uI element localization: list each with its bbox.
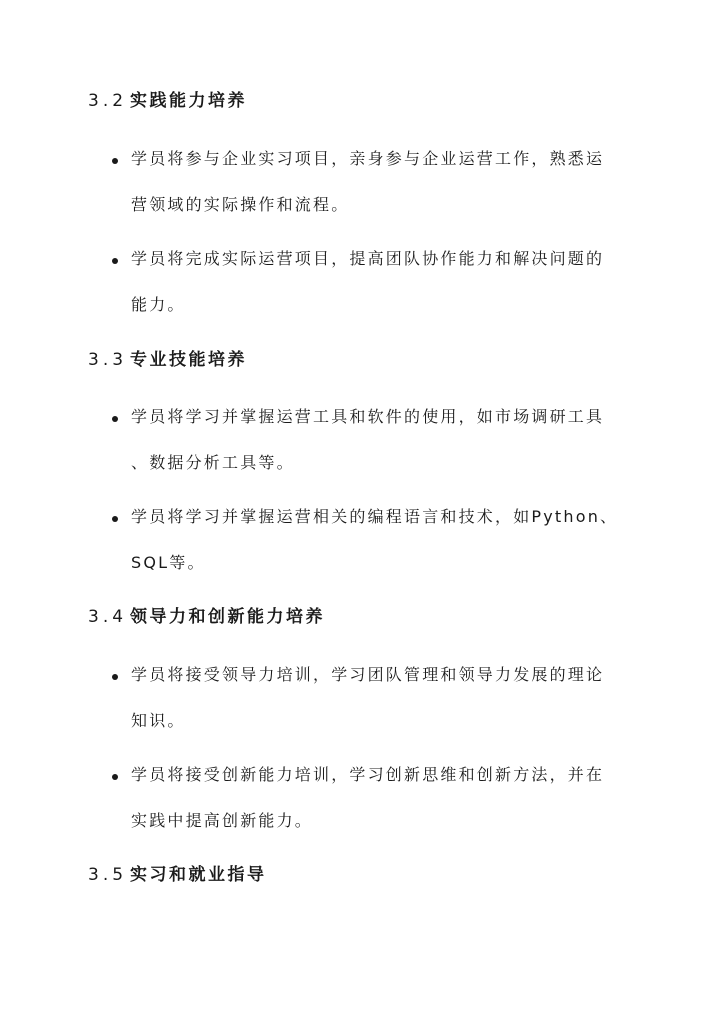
paragraph-line: 能力。 — [131, 295, 186, 314]
bullet-paragraph — [131, 136, 631, 228]
section-heading-3-3 — [88, 349, 247, 371]
paragraph-line: 营领域的实际操作和流程。 — [131, 195, 350, 214]
paragraph-line: 学员将完成实际运营项目，提高团队协作能力和解决问题的 — [131, 249, 605, 268]
bullet-dot — [112, 158, 118, 164]
bullet-paragraph — [131, 394, 631, 486]
section-title: 实习和就业指导 — [130, 865, 267, 885]
section-title: 实践能力培养 — [130, 91, 247, 111]
paragraph-line: SQL等。 — [131, 553, 206, 572]
section-number: 3.2 — [88, 91, 128, 111]
paragraph-line: 知识。 — [131, 711, 186, 730]
bullet-paragraph — [131, 752, 631, 844]
paragraph-line: 学员将接受领导力培训，学习团队管理和领导力发展的理论 — [131, 665, 605, 684]
paragraph-line: 学员将接受创新能力培训，学习创新思维和创新方法，并在 — [131, 765, 605, 784]
section-heading-3-4 — [88, 606, 325, 628]
section-number: 3.3 — [88, 350, 128, 370]
paragraph-line: 学员将学习并掌握运营工具和软件的使用，如市场调研工具 — [131, 407, 605, 426]
paragraph-line: 、数据分析工具等。 — [131, 453, 295, 472]
paragraph-line: 实践中提高创新能力。 — [131, 811, 314, 830]
bullet-dot — [112, 416, 118, 422]
section-heading-3-5 — [88, 864, 267, 886]
bullet-paragraph — [131, 652, 631, 744]
section-heading-3-2 — [88, 90, 247, 112]
bullet-paragraph — [131, 494, 631, 586]
section-number: 3.4 — [88, 607, 128, 627]
bullet-dot — [112, 674, 118, 680]
section-title: 专业技能培养 — [130, 350, 247, 370]
paragraph-line: 学员将参与企业实习项目，亲身参与企业运营工作，熟悉运 — [131, 149, 605, 168]
bullet-dot — [112, 258, 118, 264]
section-title: 领导力和创新能力培养 — [130, 607, 325, 627]
section-number: 3.5 — [88, 865, 128, 885]
bullet-paragraph — [131, 236, 631, 328]
bullet-dot — [112, 516, 118, 522]
bullet-dot — [112, 774, 118, 780]
paragraph-line: 学员将学习并掌握运营相关的编程语言和技术，如Python、 — [131, 507, 619, 526]
